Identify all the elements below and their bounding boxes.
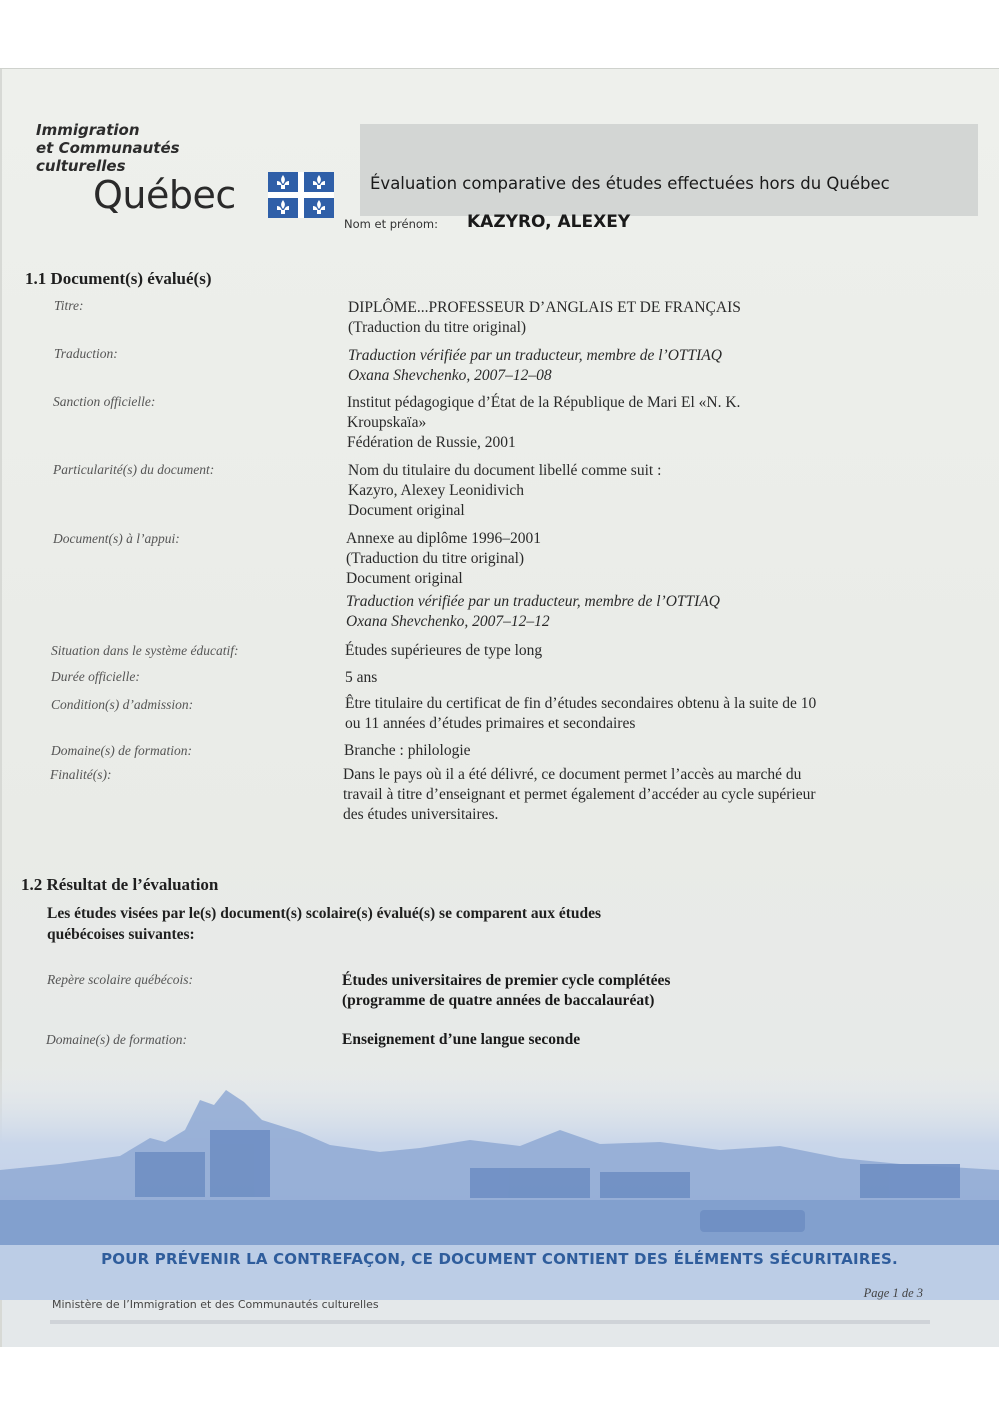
value-document-particularities: Nom du titulaire du document libellé comme suit : Kazyro, Alexey Leonidivich Document original <box>348 462 662 519</box>
value-purpose: Dans le pays où il a été délivré, ce document permet l’accès au marché du travail à titre d’enseignant et permet également d’accéder au cycle supérieur des études universitaires. <box>343 766 816 823</box>
name-label: Nom et prénom: <box>344 217 438 231</box>
value-quebec-reference: Études universitaires de premier cycle complétées (programme de quatre années de baccalauréat) <box>342 972 671 1009</box>
value-title: DIPLÔME...PROFESSEUR D’ANGLAIS ET DE FRANÇAIS (Traduction du titre original) <box>348 299 741 336</box>
ministry-name: Immigration et Communautés culturelles <box>36 121 180 175</box>
security-notice: POUR PRÉVENIR LA CONTREFAÇON, CE DOCUMENT CONTIENT DES ÉLÉMENTS SÉCURITAIRES. <box>101 1250 898 1268</box>
label-training-field: Domaine(s) de formation: <box>51 743 192 758</box>
section-heading-documents: 1.1 Document(s) évalué(s) <box>25 269 212 288</box>
value-training-field: Branche : philologie <box>344 742 471 759</box>
label-result-training-field: Domaine(s) de formation: <box>46 1032 187 1047</box>
label-document-particularities: Particularité(s) du document: <box>53 462 215 477</box>
value-admission-conditions: Être titulaire du certificat de fin d’études secondaires obtenu à la suite de 10 ou 11 années d’études primaires et secondaires <box>345 695 817 732</box>
document-title: Évaluation comparative des études effectuées hors du Québec <box>370 174 890 193</box>
label-supporting-documents: Document(s) à l’appui: <box>53 531 180 546</box>
footer-ministry: Ministère de l’Immigration et des Communautés culturelles <box>52 1298 379 1311</box>
value-official-duration: 5 ans <box>345 669 378 686</box>
footer-divider <box>50 1320 930 1324</box>
label-translation: Traduction: <box>54 346 118 361</box>
quebec-wordmark: Québec <box>93 173 236 217</box>
label-education-system: Situation dans le système éducatif: <box>51 643 239 658</box>
value-translation: Traduction vérifiée par un traducteur, membre de l’OTTIAQ Oxana Shevchenko, 2007–12–08 <box>348 347 722 384</box>
label-purpose: Finalité(s): <box>50 767 112 782</box>
value-supporting-documents: Annexe au diplôme 1996–2001 (Traduction du titre original) Document original Traduction vérifiée par un traducteur, membre de l’OTTIAQ Oxana Shevchenko, 2007–12–12 <box>346 530 720 630</box>
label-quebec-reference: Repère scolaire québécois: <box>47 972 193 987</box>
document-title-band <box>360 124 978 216</box>
name-value: KAZYRO, ALEXEY <box>467 212 631 232</box>
label-official-sanction: Sanction officielle: <box>53 394 156 409</box>
label-official-duration: Durée officielle: <box>51 669 140 684</box>
label-title: Titre: <box>54 298 84 313</box>
value-education-system: Études supérieures de type long <box>345 642 543 659</box>
label-admission-conditions: Condition(s) d’admission: <box>51 697 194 712</box>
quebec-flag-icon <box>268 172 334 218</box>
value-result-training-field: Enseignement d’une langue seconde <box>342 1031 581 1048</box>
result-intro: Les études visées par le(s) document(s) scolaire(s) évalué(s) se comparent aux études québécoises suivantes: <box>47 905 602 943</box>
section-heading-result: 1.2 Résultat de l’évaluation <box>21 875 219 894</box>
value-official-sanction: Institut pédagogique d’État de la République de Mari El «N. K. Kroupskaïa» Fédération de Russie, 2001 <box>347 394 741 451</box>
page-number: Page 1 de 3 <box>863 1286 923 1300</box>
